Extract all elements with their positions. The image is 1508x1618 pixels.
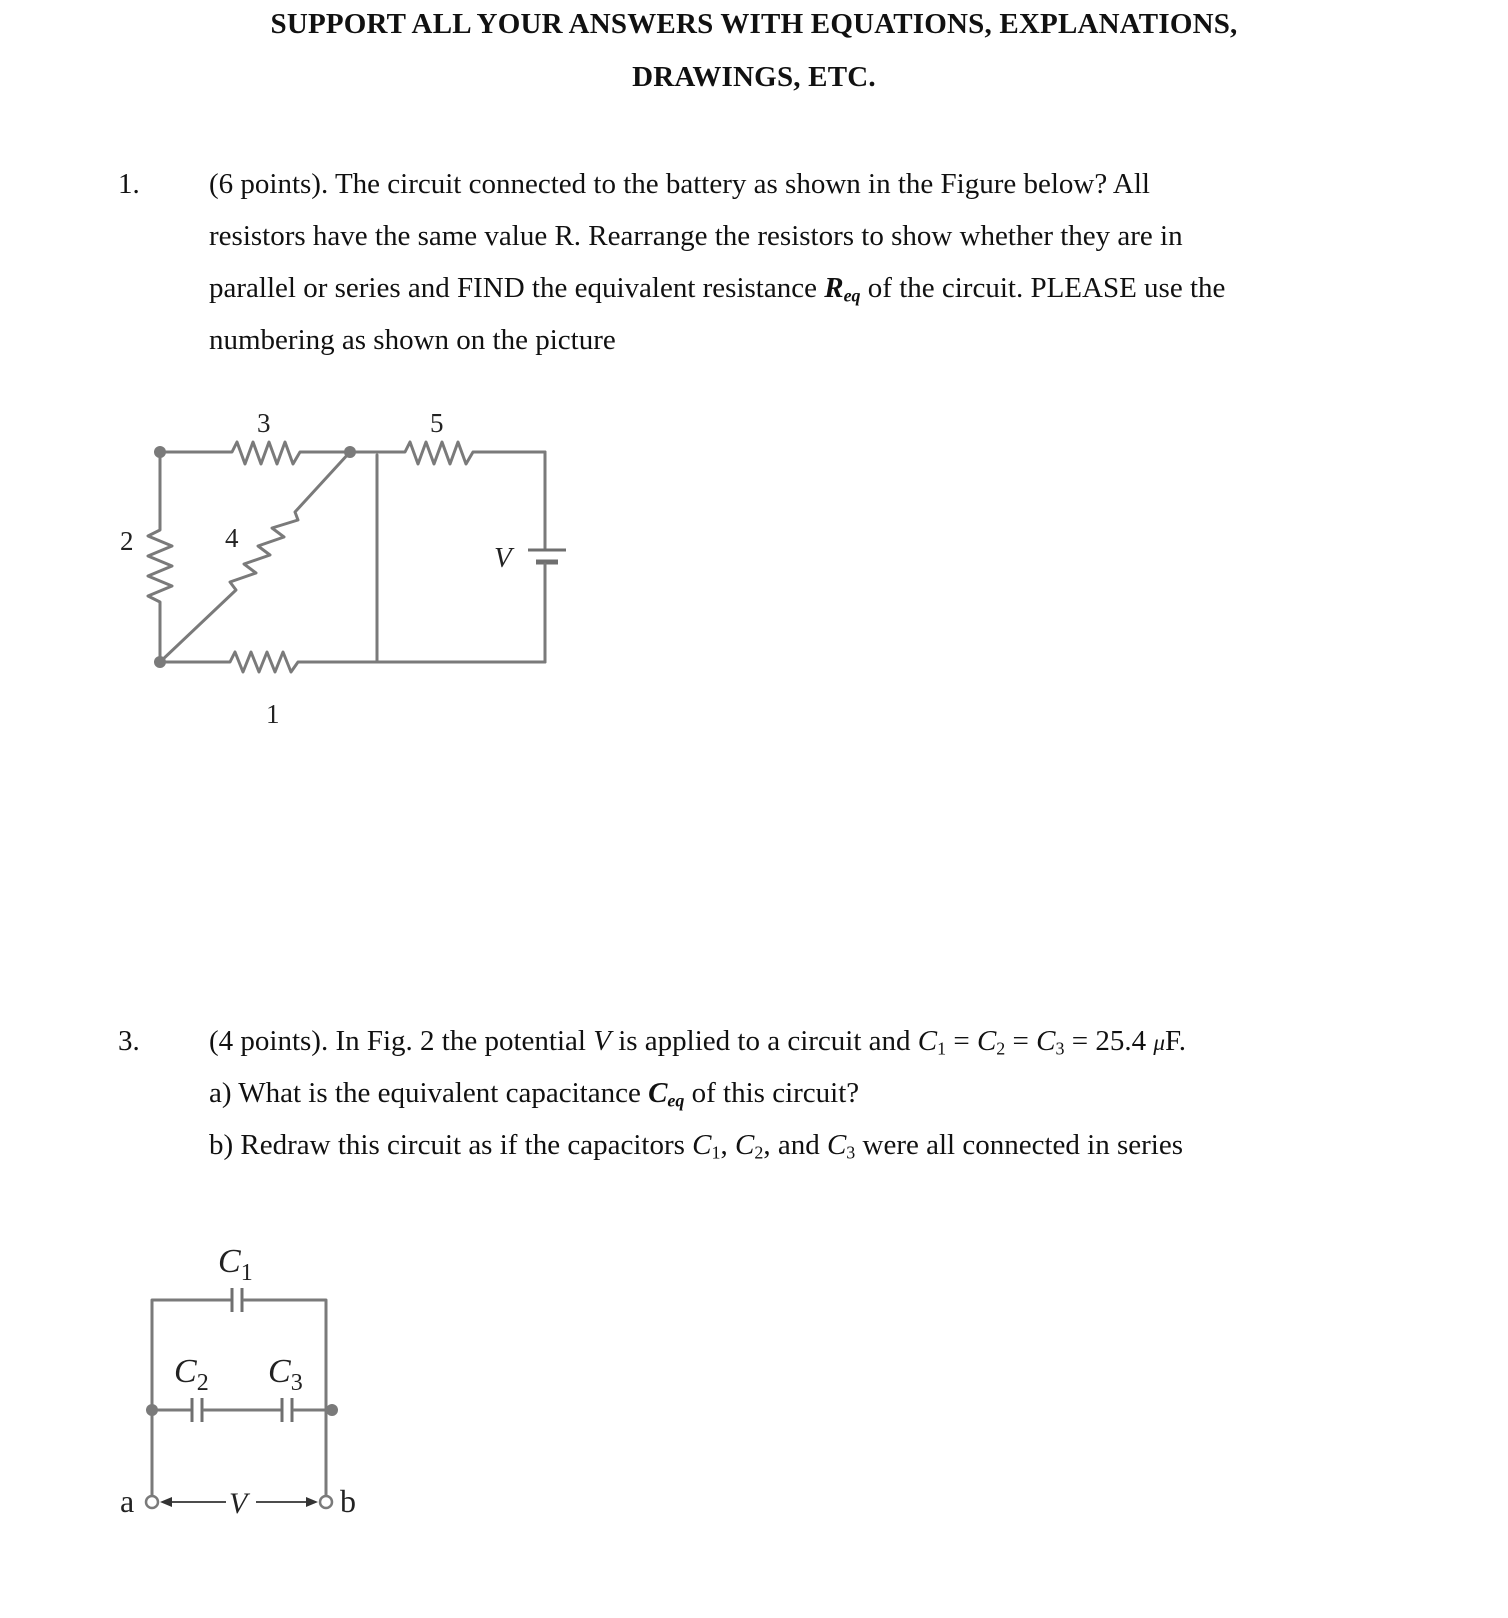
- q3-eq-2: =: [1005, 1025, 1037, 1057]
- q3-line3-c1-sub: 1: [711, 1142, 721, 1163]
- q3-c2-sub: 2: [996, 1038, 1006, 1059]
- terminal-a: [146, 1496, 158, 1508]
- q3-capacitance-value: = 25.4: [1064, 1025, 1154, 1057]
- req-subscript: eq: [843, 285, 861, 306]
- label-terminal-b: b: [340, 1483, 356, 1519]
- question-3-number: 3.: [118, 1025, 140, 1057]
- label-terminal-a: a: [120, 1483, 135, 1519]
- question-3-line-1: [209, 1025, 1186, 1058]
- resistor-circuit-figure: [100, 400, 600, 740]
- q3-line2-rest: of this circuit?: [684, 1077, 860, 1109]
- label-battery-v: V: [494, 542, 512, 574]
- resistor-3: [160, 442, 350, 464]
- node-bottom-left: [154, 656, 166, 668]
- question-1-line-3-rest: of the circuit. PLEASE use the: [860, 272, 1226, 304]
- resistor-1: [160, 652, 377, 672]
- page-heading-line2: DRAWINGS, ETC.: [632, 61, 876, 93]
- node-right: [326, 1404, 338, 1416]
- question-1-line-1: (6 points). The circuit connected to the battery as shown in the Figure below? All: [209, 168, 1150, 200]
- q3-line3-c2-sub: 2: [754, 1142, 764, 1163]
- q3-line3-rest: were all connected in series: [855, 1129, 1183, 1161]
- q3-c3-symbol: C: [1036, 1025, 1056, 1057]
- q3-line3-c3-sub: 3: [846, 1142, 856, 1163]
- node-top-left: [154, 446, 166, 458]
- q3-c2-symbol: C: [976, 1025, 997, 1057]
- q3-unit-farad: F.: [1164, 1025, 1187, 1057]
- question-1-line-2: resistors have the same value R. Rearrange the resistors to show whether they are in: [209, 220, 1183, 252]
- q3-line3-c3: C: [826, 1129, 847, 1161]
- label-resistor-3: 3: [257, 408, 271, 438]
- terminal-b: [320, 1496, 332, 1508]
- q3-c1-sub: 1: [937, 1038, 947, 1059]
- label-resistor-5: 5: [430, 408, 444, 438]
- q3-line1-text: (4 points). In Fig. 2 the potential: [209, 1025, 594, 1057]
- resistor-5: [350, 442, 545, 464]
- label-resistor-1: 1: [266, 699, 280, 729]
- ceq-subscript: eq: [667, 1090, 685, 1111]
- q3-line3-c2: C: [735, 1129, 755, 1161]
- label-c2: $C_2$: [174, 1353, 209, 1396]
- label-resistor-2: 2: [120, 526, 134, 556]
- ceq-symbol: C: [648, 1077, 668, 1109]
- arrowhead-right-icon: [306, 1497, 318, 1507]
- q3-unit-micro: μ: [1153, 1030, 1165, 1056]
- q3-line3-text: b) Redraw this circuit as if the capacitors: [209, 1129, 693, 1161]
- q3-line3-c1: C: [692, 1129, 712, 1161]
- label-resistor-4: 4: [225, 523, 239, 553]
- q3-potential-symbol: V: [593, 1025, 611, 1057]
- q3-line3-sep2: , and: [763, 1129, 827, 1161]
- q3-c3-sub: 3: [1055, 1038, 1065, 1059]
- question-1-line-4: numbering as shown on the picture: [209, 324, 616, 356]
- question-1-number: 1.: [118, 168, 140, 200]
- capacitor-circuit-figure: [100, 1230, 400, 1570]
- q3-line2-text: a) What is the equivalent capacitance: [209, 1077, 649, 1109]
- q3-line1-mid: is applied to a circuit and: [610, 1025, 918, 1057]
- label-c1: $C_1$: [218, 1243, 253, 1286]
- question-1-line-3: [209, 272, 1225, 305]
- resistor-2: [148, 452, 172, 662]
- node-left: [146, 1404, 158, 1416]
- label-c3: $C_3$: [268, 1353, 303, 1396]
- label-voltage: V: [229, 1487, 248, 1520]
- node-top-middle: [344, 446, 356, 458]
- req-symbol: R: [824, 272, 844, 304]
- question-3-line-3: [209, 1129, 1183, 1162]
- resistor-4: [160, 452, 350, 662]
- question-3-line-2: [209, 1077, 859, 1110]
- q3-eq-1: =: [946, 1025, 977, 1057]
- q3-line3-sep1: ,: [720, 1129, 735, 1161]
- page-heading-line1: SUPPORT ALL YOUR ANSWERS WITH EQUATIONS, EXPLANATIONS,: [270, 8, 1238, 40]
- question-1-line-3-text: parallel or series and FIND the equivalent resistance: [209, 272, 825, 304]
- arrowhead-left-icon: [160, 1497, 172, 1507]
- q3-c1-symbol: C: [917, 1025, 938, 1057]
